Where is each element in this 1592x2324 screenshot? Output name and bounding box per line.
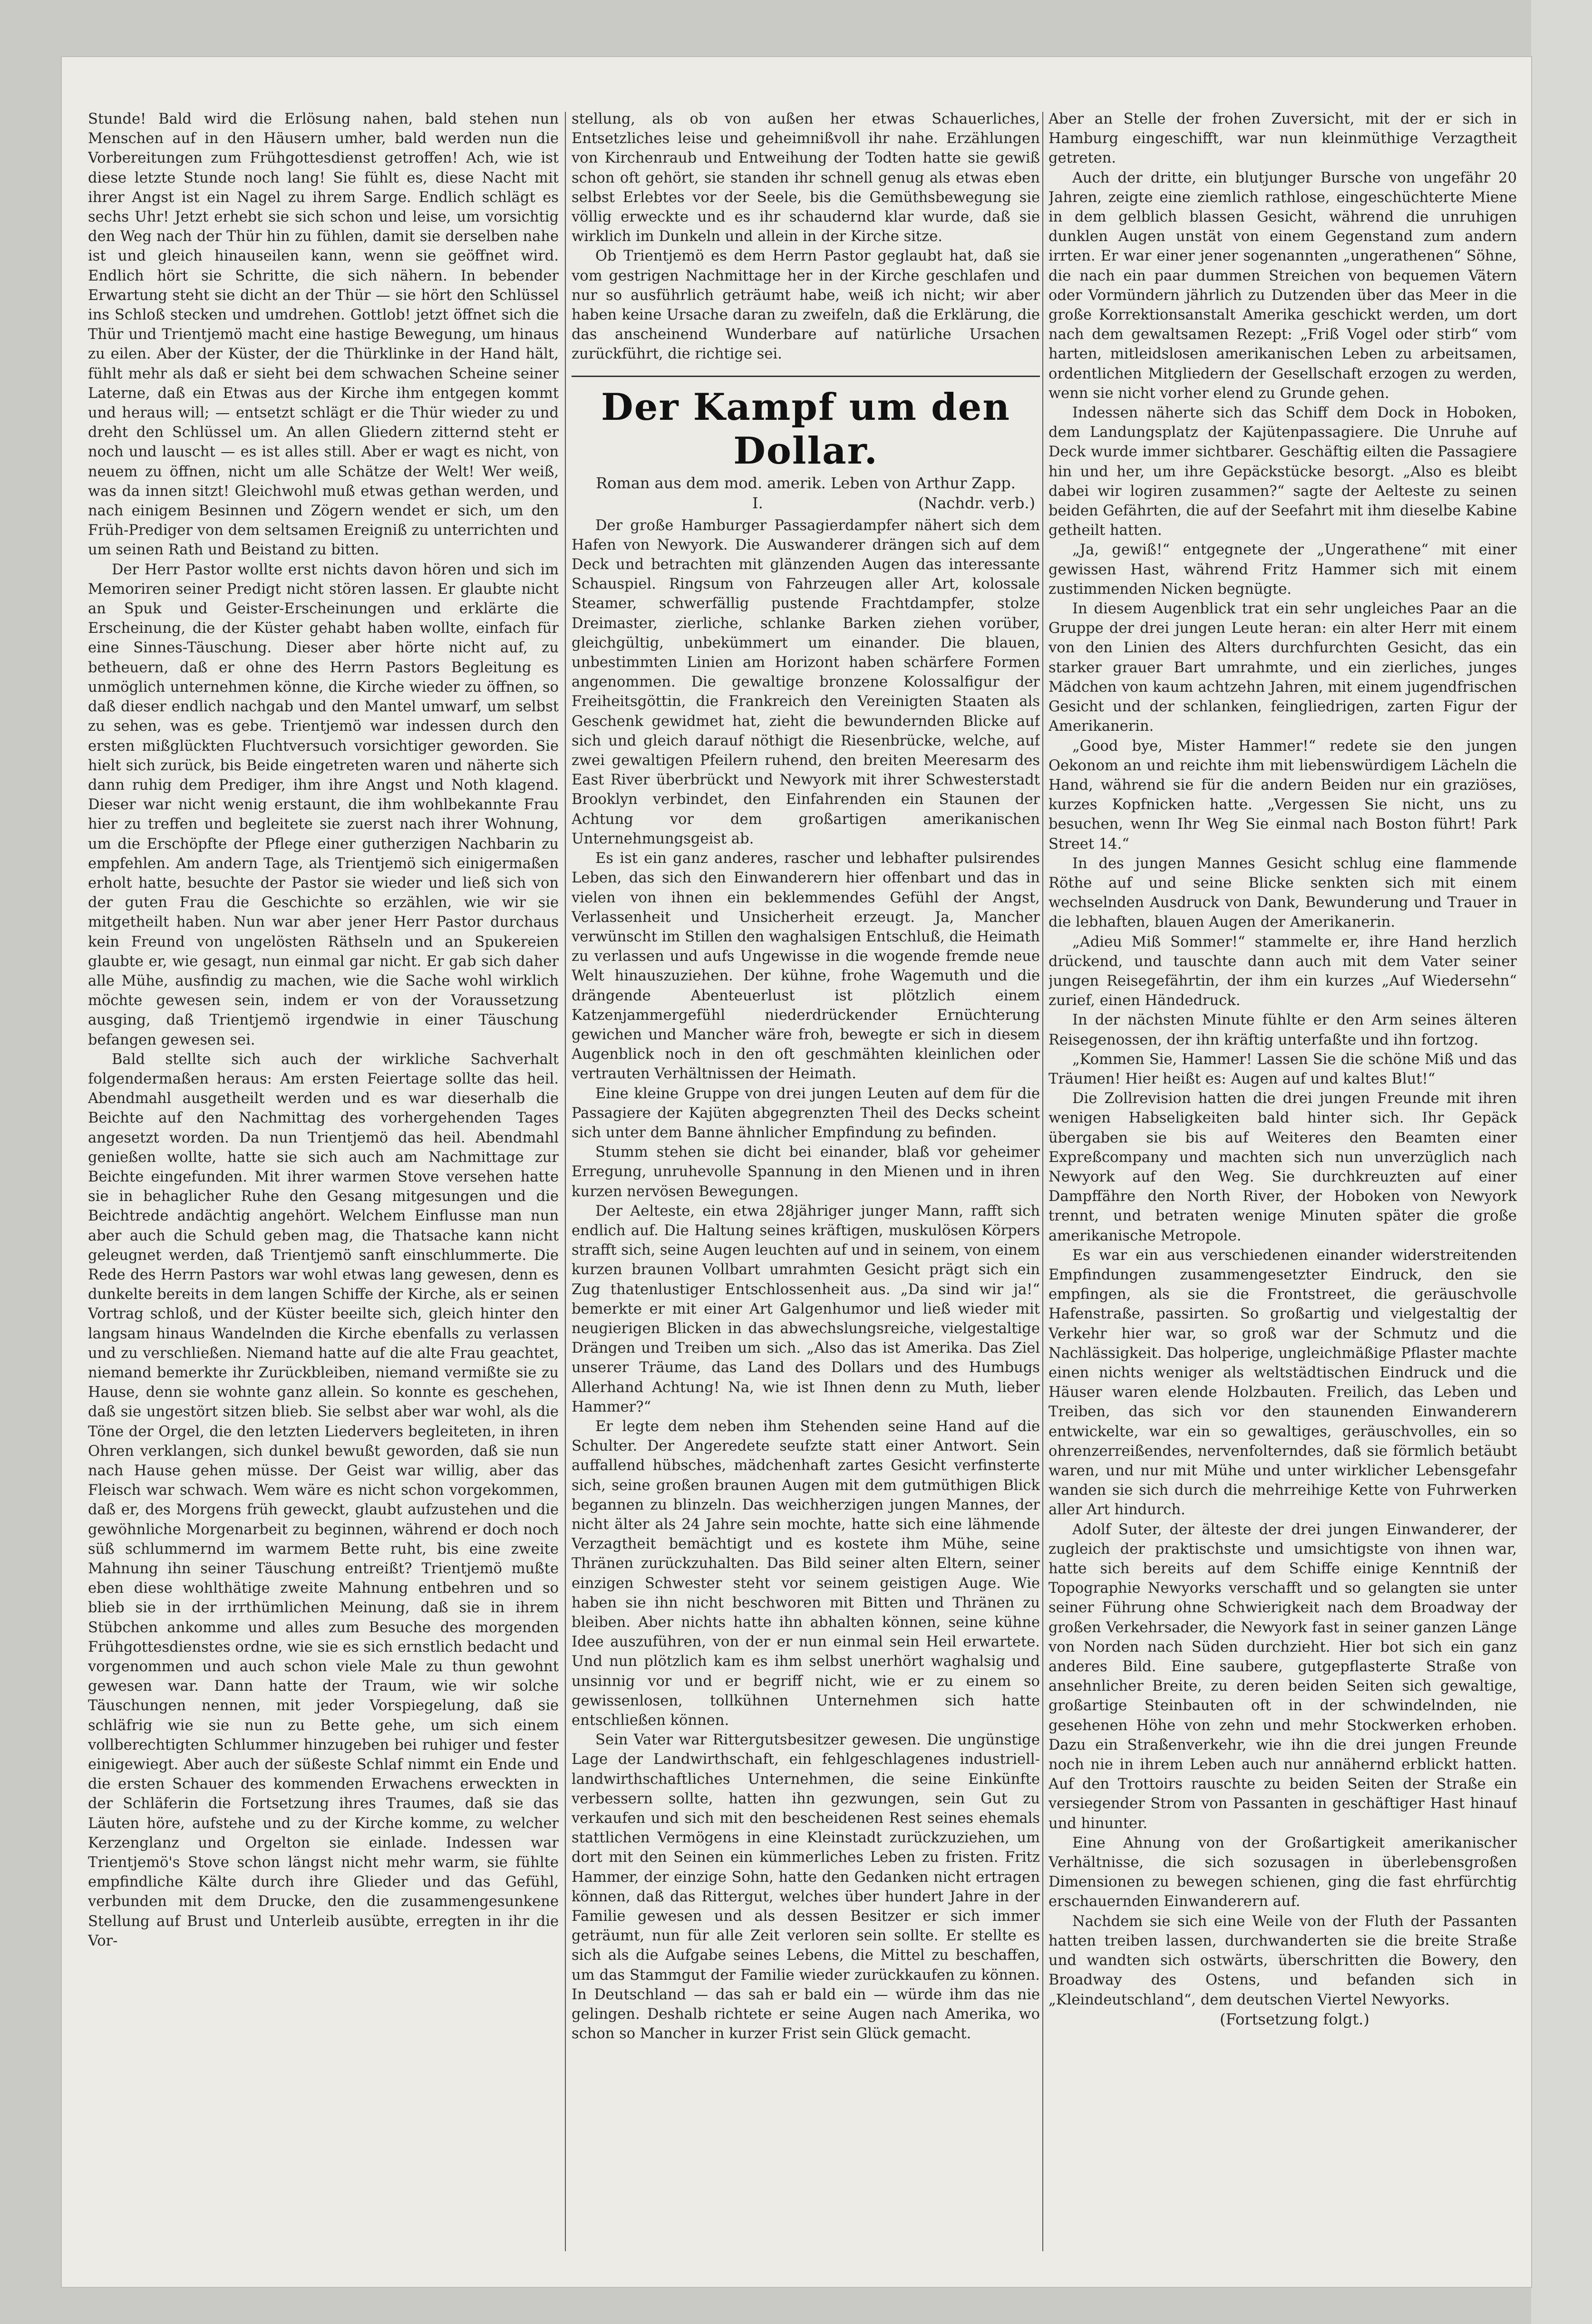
paragraph: „Good bye, Mister Hammer!“ redete sie den jungen Oekonom an und reichte ihm mit liebenswürdigem Lächeln die Hand, während sie für die andern Beiden nur ein graziöses, kurzes Kopfnicken hatte. „Vergessen Sie nicht, uns zu besuchen, wenn Ihr Weg Sie einmal nach Boston führt! Park Street 14.“ <box>1048 737 1517 852</box>
reprint-note: (Nachdr. verb.) <box>918 494 1035 512</box>
chapter-number: I. <box>752 494 763 512</box>
subtitle: Roman aus dem mod. amerik. Leben von Arthur Zapp. <box>596 474 1016 492</box>
paragraph: In diesem Augenblick trat ein sehr ungleiches Paar an die Gruppe der drei jungen Leute heran: ein alter Herr mit einem von den Linien des Alters durchfurchten Gesicht, das ein starker grauer Bart umrahmte, und ein zierliches, junges Mädchen von kaum achtzehn Jahren, mit einem jugendfrischen Gesicht und der schlanken, feingliedrigen, zarten Figur der Amerikanerin. <box>1048 600 1517 735</box>
column-rule <box>565 112 566 2251</box>
paragraph: Er legte dem neben ihm Stehenden seine Hand auf die Schulter. Der Angeredete seufzte statt einer Antwort. Sein auffallend hübsches, mädchenhaft zartes Gesicht verfinsterte sich, seine großen braunen Augen mit dem gutmüthigen Blick begannen zu blinzeln. Das weichherzigen jungen Mannes, der nicht älter als 24 Jahre sein mochte, hatte sich eine lähmende Verzagtheit bemächtigt und es kostete ihm Mühe, seine Thränen zurückzuhalten. Das Bild seiner alten Eltern, seiner einzigen Schwester steht vor seinem geistigen Auge. Wie haben sie ihn nicht beschworen mit Bitten und Thränen zu bleiben. Aber nichts hatte ihn abhalten können, seine kühne Idee auszuführen, von der er nun einmal sein Heil erwartete. Und nun plötzlich kam es ihm selbst unerhört waghalsig und unsinnig vor und er begriff nicht, wie er zu einem so gewissenlosen, tollkühnen Unternehmen sich hatte entschließen können. <box>572 1418 1040 1729</box>
paragraph: In des jungen Mannes Gesicht schlug eine flammende Röthe auf und seine Blicke senkten sich mit einem wechselnden Ausdruck von Dank, Bewunderung und Trauer in die lebhaften, blauen Augen der Amerikanerin. <box>1048 855 1517 931</box>
paragraph: In der nächsten Minute fühlte er den Arm seines älteren Reisegenossen, der ihn kräftig unterfaßte und ihn fortzog. <box>1048 1012 1517 1048</box>
headline: Der Kampf um den Dollar. <box>601 385 1010 473</box>
continuation-note: (Fortsetzung folgt.) <box>1220 2010 1369 2028</box>
paragraph: „Adieu Miß Sommer!“ stammelte er, ihre Hand herzlich drückend, und tauschte dann auch mit dem Vater seiner jungen Reisegefährtin, der ihm ein kurzes „Auf Wiedersehn“ zurief, einen Händedruck. <box>1048 933 1517 1009</box>
serial-header <box>572 376 1040 513</box>
newspaper-page <box>62 57 1531 2287</box>
paragraph: Stunde! Bald wird die Erlösung nahen, bald stehen nun Menschen auf in den Häusern umher, bald werden nun die Vorbereitungen zum Frühgottesdienst getroffen! Ach, wie ist diese letzte Stunde noch lang! Sie fühlt es, diese Nacht mit ihrer Angst ist ein Nagel zu ihrem Sarge. Endlich schlägt es sechs Uhr! Jetzt erhebt sie sich schon und leise, um vorsichtig den Weg nach der Thür hin zu fühlen, damit sie derselben nahe ist und gleich hinauseilen kann, wenn sie geöffnet wird. Endlich hört sie Schritte, die sich nähern. In bebender Erwartung steht sie dicht an der Thür — sie hört den Schlüssel ins Schloß stecken und umdrehen. Gottlob! jetzt öffnet sich die Thür und Trientjemö macht eine hastige Bewegung, um hinaus zu eilen. Aber der Küster, der die Thürklinke in der Hand hält, fühlt mehr als daß er sieht bei dem schwachen Scheine seiner Laterne, daß ein Etwas aus der Kirche ihm entgegen kommt und heraus will; — entsetzt schlägt er die Thür wieder zu und dreht den Schlüssel um. An allen Gliedern zitternd steht er noch und lauscht — es ist alles still. Aber er wagt es nicht, von neuem zu öffnen, nicht um alle Schätze der Welt! Wer weiß, was da innen sitzt! Gleichwohl muß etwas gethan werden, und nach einigem Besinnen und Zögern wendet er sich, um den Früh-Prediger von dem seltsamen Ereigniß zu unterrichten und um seinen Rath und Beistand zu bitten. <box>88 111 559 559</box>
paragraph: Auch der dritte, ein blutjunger Bursche von ungefähr 20 Jahren, zeigte eine ziemlich rathlose, eingeschüchterte Miene in dem gelblich blassen Gesicht, während die unruhigen dunklen Augen unstät von einem Gegenstand zum andern irrten. Er war einer jener sogenannten „ungerathenen“ Söhne, die nach ein paar dummen Streichen von bequemen Vätern oder Vormündern jährlich zu Dutzenden über das Meer in die große Korrektionsanstalt Amerika geschickt werden, um dort nach dem gewaltsamen Rezept: „Friß Vogel oder stirb“ vom harten, mitleidslosen amerikanischen Leben zu arbeitsamen, ordentlichen Mitgliedern der Gesellschaft erzogen zu werden, wenn sie nicht vorher elend zu Grunde gehen. <box>1048 169 1517 402</box>
paragraph: Der Aelteste, ein etwa 28jähriger junger Mann, rafft sich endlich auf. Die Haltung seines kräftigen, muskulösen Körpers strafft sich, seine Augen leuchten auf und in seinem, von einem kurzen braunen Vollbart umrahmten Gesicht prägt sich ein Zug thatenlustiger Entschlossenheit aus. „Da sind wir ja!“ bemerkte er mit einer Art Galgenhumor und ließ wieder mit neugierigen Blicken in das abwechslungsreiche, vielgestaltige Drängen und Treiben um sich. „Also das ist Amerika. Das Ziel unserer Träume, das Land des Dollars und des Humbugs Allerhand Achtung! Na, wie ist Ihnen denn zu Muth, lieber Hammer?“ <box>572 1202 1040 1415</box>
chapter-line <box>572 493 1040 513</box>
column-left <box>88 109 559 2258</box>
paragraph: „Kommen Sie, Hammer! Lassen Sie die schöne Miß und das Träumen! Hier heißt es: Augen auf und kaltes Blut!“ <box>1048 1051 1517 1087</box>
column-rule <box>1042 112 1043 2251</box>
paragraph: Die Zollrevision hatten die drei jungen Freunde mit ihren wenigen Habseligkeiten bald hinter sich. Ihr Gepäck übergaben sie bis auf Weiteres den Beamten einer Expreßcompany und machten sich nun unverzüglich nach Newyork auf den Weg. Sie durchkreuzten auf einer Dampffähre den North River, der Hoboken von Newyork trennt, und betraten wenige Minuten später die große amerikanische Metropole. <box>1048 1090 1517 1244</box>
paragraph: Der große Hamburger Passagierdampfer nähert sich dem Hafen von Newyork. Die Auswanderer drängen sich auf dem Deck und betrachten mit glänzenden Augen das interessante Schauspiel. Ringsum von Fahrzeugen aller Art, kolossale Steamer, schwerfällig pustende Frachtdampfer, stolze Dreimaster, zierliche, schlanke Barken ziehen vorüber, gleichgültig, unbekümmert um einander. Die blauen, unbestimmten Linien am Horizont haben schärfere Formen angenommen. Die gewaltige bronzene Kolossalfigur der Freiheitsgöttin, die Frankreich den Vereinigten Staaten als Geschenk gewidmet hat, zieht die bewundernden Blicke auf sich und gleich darauf nöthigt die Riesenbrücke, welche, auf zwei gewaltigen Pfeilern ruhend, den breiten Meeresarm des East River überbrückt und Newyork mit ihrer Schwesterstadt Brooklyn verbindet, den Einfahrenden ein Staunen der Achtung vor dem großartigen amerikanischen Unternehmungsgeist ab. <box>572 517 1040 847</box>
paragraph: Sein Vater war Rittergutsbesitzer gewesen. Die ungünstige Lage der Landwirthschaft, ein fehlgeschlagenes industriell-landwirthschaftliches Unternehmen, die seine Einkünfte verbessern sollte, hatten ihn gezwungen, sein Gut zu verkaufen und sich mit den bescheidenen Rest seines ehemals stattlichen Vermögens in eine Kleinstadt zurückzuziehen, um dort mit den Seinen ein kümmerliches Leben zu fristen. Fritz Hammer, der einzige Sohn, hatte den Gedanken nicht ertragen können, daß das Rittergut, welches über hundert Jahre in der Familie gewesen und als dessen Besitzer er sich immer geträumt, nun für alle Zeit verloren sein sollte. Er stellte es sich als die Aufgabe seines Lebens, die Mittel zu beschaffen, um das Stammgut der Familie wieder zurückkaufen zu können. In Deutschland — das sah er bald ein — würde ihm das nie gelingen. Deshalb richtete er seine Augen nach Amerika, wo schon so Mancher in kurzer Frist sein Glück gemacht. <box>572 1732 1040 2043</box>
paragraph: Indessen näherte sich das Schiff dem Dock in Hoboken, dem Landungsplatz der Kajütenpassagiere. Die Unruhe auf Deck wurde immer sichtbarer. Geschäftig eilten die Passagiere hin und her, um ihre Gepäckstücke besorgt. „Also es bleibt dabei wir logiren zusammen?“ sagte der Aelteste zu seinen beiden Gefährten, die auf der Seefahrt mit ihm dieselbe Kabine getheilt hatten. <box>1048 405 1517 539</box>
column-right <box>1048 109 1517 2258</box>
paragraph: Eine kleine Gruppe von drei jungen Leuten auf dem für die Passagiere der Kajüten abgegrenzten Theil des Decks scheint sich unter dem Banne ähnlicher Empfindung zu befinden. <box>572 1085 1040 1141</box>
paragraph: Aber an Stelle der frohen Zuversicht, mit der er sich in Hamburg eingeschifft, war nun kleinmüthige Verzagtheit getreten. <box>1048 111 1517 167</box>
paragraph: Bald stellte sich auch der wirkliche Sachverhalt folgendermaßen heraus: Am ersten Feiertage sollte das heil. Abendmahl ausgetheilt werden und es war dieserhalb die Beichte auf den Nachmittag des vorhergehenden Tages angesetzt worden. Da nun Trientjemö das heil. Abendmahl genießen wollte, hatte sie sich auch am Nachmittage zur Beichte eingefunden. Mit ihrer warmen Stove versehen hatte sie in behaglicher Ruhe den Gesang mitgesungen und die Beichtrede andächtig angehört. Welchem Einflusse man nun aber auch die Schuld geben mag, die Thatsache kann nicht geleugnet werden, daß Trientjemö sanft einschlummerte. Die Rede des Herrn Pastors war wohl etwas lang gewesen, denn es dunkelte bereits in dem langen Schiffe der Kirche, als er seinen Vortrag schloß, und der Küster beeilte sich, gleich hinter den langsam hinaus Wandelnden die Kirche ebenfalls zu verlassen und zu verschließen. Niemand hatte auf die alte Frau geachtet, niemand bemerkte ihr Zurückbleiben, niemand vermißte sie zu Hause, denn sie wohnte ganz allein. So konnte es geschehen, daß sie ungestört sitzen blieb. Sie selbst aber war wohl, als die Töne der Orgel, die den letzten Liedervers begleiteten, in ihren Ohren verklangen, sich dunkel bewußt geworden, daß sie nun nach Hause gehen müsse. Der Geist war willig, aber das Fleisch war schwach. Wem wäre es nicht schon vorgekommen, daß er, des Morgens früh geweckt, glaubt aufzustehen und die gewöhnliche Morgenarbeit zu beginnen, während er doch noch süß schlummernd im warmem Bette ruht, bis eine zweite Mahnung ihn seiner Täuschung entreißt? Trientjemö mußte eben diese wohlthätige zweite Mahnung entbehren und so blieb sie in der irrthümlichen Meinung, daß sie in ihrem Stübchen ankomme und alles zum Besuche des morgenden Frühgottesdienstes ordne, wie sie es sich ernstlich bedacht und vorgenommen und auch schon viele Male zu thun gewohnt gewesen war. Dann hatte der Traum, wie wir solche Täuschungen nennen, mit jeder Vorspiegelung, daß sie schläfrig wie sie nun zu Bette gehe, um sich einem vollberechtigten Schlummer hinzugeben bei ruhiger und fester einigewiegt. Aber auch der süßeste Schlaf nimmt ein Ende und die ersten Schauer des kommenden Erwachens erweckten in der Schläferin die Fortsetzung ihres Traumes, daß sie das Läuten höre, aufstehe und zu der Kirche komme, zu welcher Kerzenglanz und Orgelton sie einlade. Indessen war Trientjemö's Stove schon längst nicht mehr warm, sie fühlte empfindliche Kälte durch ihre Glieder und das Gefühl, verbunden mit dem Drucke, den die zusammengesunkene Stellung auf Brust und Unterleib ausübte, erregten in ihr die Vor- <box>88 1051 559 1949</box>
paragraph: „Ja, gewiß!“ entgegnete der „Ungerathene“ mit einer gewissen Hast, während Fritz Hammer sich mit einem zustimmenden Nicken begnügte. <box>1048 542 1517 598</box>
paragraph: Es war ein aus verschiedenen einander widerstreitenden Empfindungen zusammengesetzter Eindruck, den sie empfingen, als sie die Frontstreet, die geräuschvolle Hafenstraße, passirten. So großartig und vielgestaltig der Verkehr hier war, so groß war der Schmutz und die Nachlässigkeit. Das holperige, ungleichmäßige Pflaster machte einen nichts weniger als weltstädtischen Eindruck und die Häuser waren elende Holzbauten. Freilich, das Leben und Treiben, das sich vor den staunenden Einwanderern entwickelte, war ein so gewaltiges, geräuschvolles, ein so ohrenzerreißendes, nervenfolterndes, daß sie förmlich betäubt waren, und nur mit Mühe und unter wirklicher Lebensgefahr wanden sie sich durch die mehrreihige Kette von Fuhrwerken aller Art hindurch. <box>1048 1247 1517 1519</box>
paragraph: Stumm stehen sie dicht bei einander, blaß vor geheimer Erregung, unruhevolle Spannung in den Mienen und in ihren kurzen nervösen Bewegungen. <box>572 1144 1040 1200</box>
column-middle <box>572 109 1040 2258</box>
scan-margin <box>1531 0 1592 2324</box>
paragraph: Der Herr Pastor wollte erst nichts davon hören und sich im Memoriren seiner Predigt nicht stören lassen. Er glaubte nicht an Spuk und Geister-Erscheinungen und erklärte die Erscheinung, die der Küster gehabt haben wollte, einfach für eine Sinnes-Täuschung. Dieser aber hörte nicht auf, zu betheuern, daß er ohne des Herrn Pastors Begleitung es unmöglich unternehmen könne, die Kirche wieder zu öffnen, so daß dieser endlich nachgab und den Mantel umwarf, um selbst zu sehen, was es gebe. Trientjemö war indessen durch den ersten mißglückten Fluchtversuch vorsichtiger geworden. Sie hielt sich zurück, bis Beide eingetreten waren und näherte sich dann ruhig dem Prediger, ihm ihre Angst und Noth klagend. Dieser war nicht wenig erstaunt, die ihm wohlbekannte Frau hier zu treffen und begleitete sie zuerst nach ihrer Wohnung, um die Erschöpfte der Pflege einer gutherzigen Nachbarin zu empfehlen. Am andern Tage, als Trientjemö sich einigermaßen erholt hatte, besuchte der Pastor sie wieder und ließ sich von der guten Frau die Geschichte so erzählen, wie wir sie mitgetheilt haben. Nun war aber jener Herr Pastor durchaus kein Freund von ungelösten Räthseln und an Spukereien glaubte er, wie gesagt, nun einmal gar nicht. Er gab sich daher alle Mühe, ausfindig zu machen, wie die Sache wohl wirklich möchte gewesen sein, indem er von der Voraussetzung ausging, daß Trientjemö irgendwie in einer Täuschung befangen gewesen sei. <box>88 561 559 1048</box>
paragraph: Eine Ahnung von der Großartigkeit amerikanischer Verhältnisse, die sich sozusagen in überlebensgroßen Dimensionen zu bewegen schienen, ging die fast ehrfürchtig erschauernden Einwanderern auf. <box>1048 1834 1517 1910</box>
paragraph: Nachdem sie sich eine Weile von der Fluth der Passanten hatten treiben lassen, durchwanderten sie die breite Straße und wandten sich ostwärts, überschritten die Bowery, den Broadway des Ostens, und befanden sich in „Kleindeutschland“, dem deutschen Viertel Newyorks. <box>1048 1913 1517 2008</box>
paragraph: Ob Trientjemö es dem Herrn Pastor geglaubt hat, daß sie vom gestrigen Nachmittage her in der Kirche geschlafen und nur so ausführlich geträumt habe, weiß ich nicht; wir aber haben keine Ursache daran zu zweifeln, daß die Erklärung, die das anscheinend Wunderbare auf natürliche Ursachen zurückführt, die richtige sei. <box>572 248 1040 363</box>
paragraph: stellung, als ob von außen her etwas Schauerliches, Entsetzliches leise und geheimnißvoll ihr nahe. Erzählungen von Kirchenraub und Entweihung der Todten hatte sie gewiß schon oft gehört, sie standen ihr schnell genug als etwas eben selbst Erlebtes vor der Seele, bis die Gemüthsbewegung sie völlig erweckte und es ihr schaudernd klar wurde, daß sie wirklich im Dunkeln und allein in der Kirche sitze. <box>572 111 1040 245</box>
paragraph: Es ist ein ganz anderes, rascher und lebhafter pulsirendes Leben, das sich den Einwanderern hier offenbart und das in vielen von ihnen ein beklemmendes Gefühl der Angst, Verlassenheit und Unsicherheit erzeugt. Ja, Mancher verwünscht im Stillen den waghalsigen Entschluß, die Heimath zu verlassen und aufs Ungewisse in die wogende fremde neue Welt hinauszuziehen. Der kühne, frohe Wagemuth und die drängende Abenteuerlust ist plötzlich einem Katzenjammergefühl niederdrückender Ernüchterung gewichen und Mancher wäre froh, bewegte er sich in diesem Augenblick noch in den oft geschmähten kleinlichen oder vertrauten Verhältnissen der Heimath. <box>572 850 1040 1083</box>
paragraph: Adolf Suter, der älteste der drei jungen Einwanderer, der zugleich der praktischste und umsichtigste von ihnen war, hatte sich bereits auf dem Schiffe einige Kenntniß der Topographie Newyorks verschafft und so gelangten sie unter seiner Führung ohne Schwierigkeit nach dem Broadway der großen Verkehrsader, die Newyork fast in seiner ganzen Länge von Norden nach Süden durchzieht. Hier bot sich ein ganz anderes Bild. Eine saubere, gutgepflasterte Straße von ansehnlicher Breite, zu deren beiden Seiten sich gewaltige, großartige Steinbauten oft in der schwindelnden, nie gesehenen Höhe von zehn und mehr Stockwerken erhoben. Dazu ein Straßenverkehr, wie ihn die drei jungen Freunde noch nie in ihrem Leben auch nur annähernd erblickt hatten. Auf den Trottoirs rauschte zu beiden Seiten der Straße ein versiegender Strom von Passanten in geschäftiger Hast hinauf und hinunter. <box>1048 1521 1517 1832</box>
